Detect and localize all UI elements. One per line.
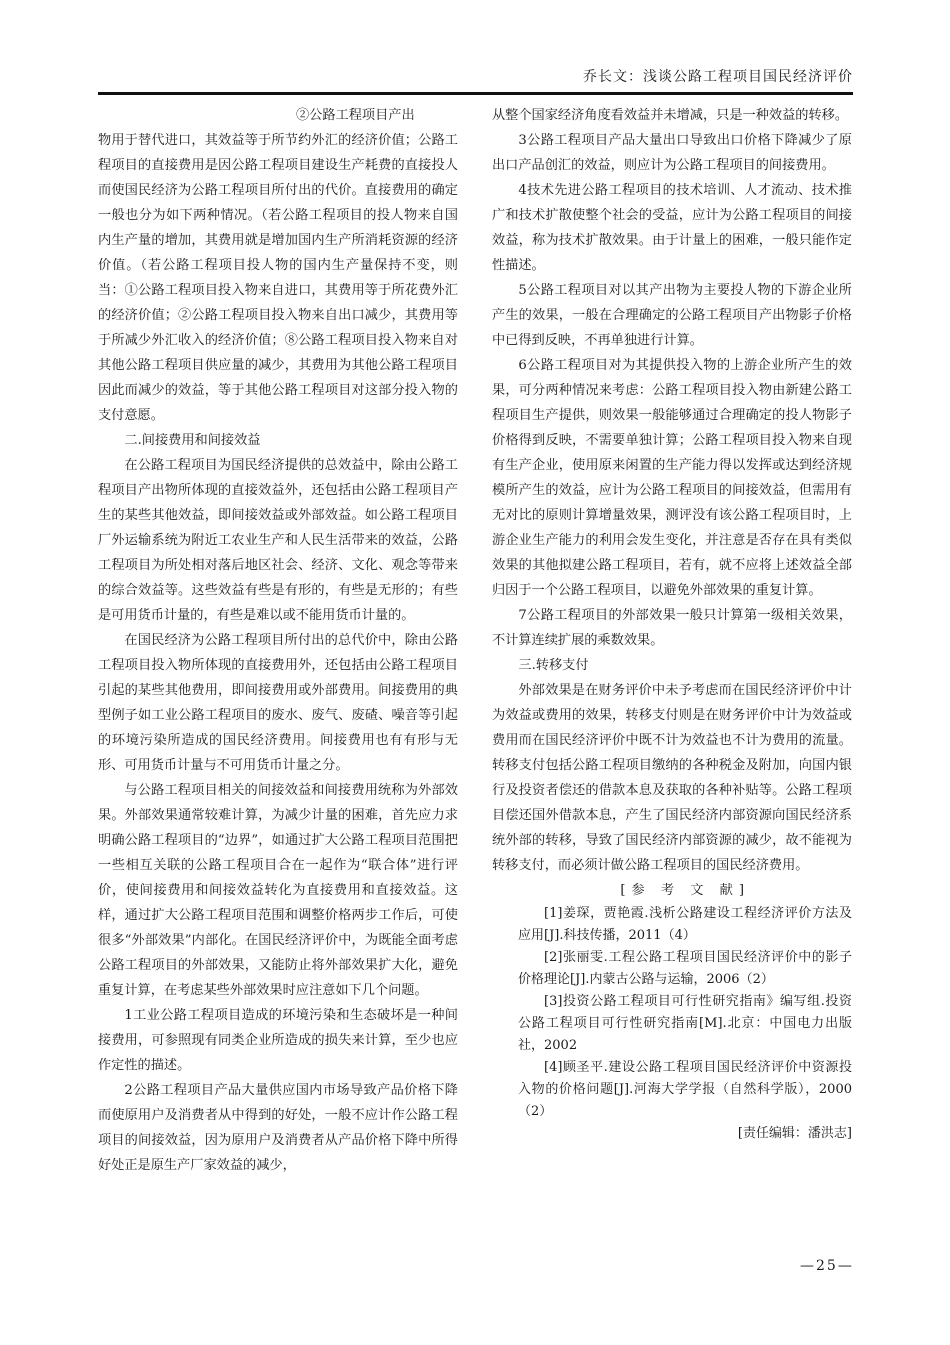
page-number: —25— [800, 1258, 854, 1274]
body-paragraph: 从整个国家经济角度看效益并未增减，只是一种效益的转移。 [492, 108, 849, 123]
body-paragraph: 7公路工程项目的外部效果一般只计算第一级相关效果，不计算连续扩展的乘数效果。 [492, 608, 852, 648]
right-column-body [492, 103, 852, 878]
body-paragraph: 1工业公路工程项目造成的环境污染和生态破坏是一种间接费用，可参照现有同类企业所造成的损失来计算，至少也应作定性的描述。 [98, 1008, 458, 1073]
body-paragraph: 6公路工程项目对为其提供投入物的上游企业所产生的效果，可分两种情况来考虑：公路工程项目投入物由新建公路工程项目生产提供，则效果一般能够通过合理确定的投人物影子价格得到反映，不需要单独计算；公路工程项目投入物来自现有生产企业，使用原来闲置的生产能力得以发挥或达到经济规模所产生的效益，应计为公路工程项目的间接效益，但需用有无对比的原则计算增量效果，测评没有该公路工程项目时，上游企业生产能力的利用会发生变化，并注意是否存在具有类似效果的其他拟建公路工程项目，若有，就不应将上述效益全部归因于一个公路工程项目，以避免外部效果的重复计算。 [492, 358, 852, 598]
body-paragraph: 5公路工程项目对以其产出物为主要投人物的下游企业所产生的效果，一般在合理确定的公路工程项目产出物影子价格中已得到反映，不再单独进行计算。 [492, 283, 852, 348]
body-paragraph: 与公路工程项目相关的间接效益和间接费用统称为外部效果。外部效果通常较难计算，为减少计量的困难，首先应力求明确公路工程项目的“边界”，如通过扩大公路工程项目范围把一些相互关联的公路工程项目合在一起作为“联合体”进行评价，使间接费用和间接效益转化为直接费用和直接效益。这样，通过扩大公路工程项目范围和调整价格两步工作后，可使很多“外部效果”内部化。在国民经济评价中，为既能全面考虑公路工程项目的外部效果，又能防止将外部效果扩大化，避免重复计算，在考虑某些外部效果时应注意如下几个问题。 [98, 783, 458, 998]
reference-item: [3]投资公路工程项目可行性研究指南》编写组.投资公路工程项目可行性研究指南[M].北京：中国电力出版社，2002 [518, 994, 852, 1053]
body-paragraph: 2公路工程项目产品大量供应国内市场导致产品价格下降而使原用户及消费者从中得到的好处，一般不应计作公路工程项目的间接效益，因为原用户及消费者从产品价格下降中所得好处正是原生产厂家效益的减少， [98, 1083, 458, 1173]
section-subheading: 二.间接费用和间接效益 [124, 433, 261, 448]
header-rule [98, 92, 853, 95]
reference-item: [2]张丽雯.工程公路工程项目国民经济评价中的影子价格理论[J].内蒙古公路与运输，2006（2） [518, 950, 852, 987]
running-header: 乔长文：浅谈公路工程项目国民经济评价 [583, 69, 853, 85]
left-column [98, 103, 458, 1178]
body-paragraph: 在国民经济为公路工程项目所付出的总代价中，除由公路工程项目投入物所体现的直接费用外，还包括由公路工程项目引起的某些其他费用，即间接费用或外部费用。间接费用的典型例子如工业公路工程项目的废水、废气、废碴、噪音等引起的环境污染所造成的国民经济费用。间接费用也有有形与无形、可用货币计量与不可用货币计量之分。 [98, 633, 458, 773]
reference-item: [4]顾圣平.建设公路工程项目国民经济评价中资源投入物的价格问题[J].河海大学学报（自然科学版），2000（2） [518, 1060, 852, 1119]
section-subheading: 三.转移支付 [518, 658, 589, 673]
body-paragraph: 4技术先进公路工程项目的技术培训、人才流动、技术推广和技术扩散使整个社会的受益，应计为公路工程项目的间接效益，称为技术扩散效果。由于计量上的困难，一般只能作定性描述。 [492, 183, 852, 273]
reference-item: [1]姜琛，贾艳霞.浅析公路建设工程经济评价方法及应用[J].科技传播，2011（4） [518, 906, 852, 943]
references-title: [参 考 文 献] [620, 883, 750, 898]
body-paragraph: 物用于替代进口，其效益等于所节约外汇的经济价值；公路工程项目的直接费用是因公路工程项目建设生产耗费的直接投人而使国民经济为公路工程项目所付出的代价。直接费用的确定一般也分为如下两种情况。（若公路工程项目的投人物来自国内生产量的增加，其费用就是增加国内生产所消耗资源的经济价值。（若公路工程项目投人物的国内生产量保持不变，则当：①公路工程项目投入物来自进口，其费用等于所花费外汇的经济价值；②公路工程项目投入物来自出口减少，其费用等于所减少外汇收入的经济价值；⑧公路工程项目投入物来自对其他公路工程项目供应量的减少，其费用为其他公路工程项目因此而减少的效益，等于其他公路工程项目对这部分投入物的支付意愿。 [98, 133, 458, 423]
body-paragraph: ②公路工程项目产出 [296, 108, 415, 123]
right-column [492, 103, 852, 1145]
body-paragraph: 外部效果是在财务评价中未予考虑而在国民经济评价中计为效益或费用的效果，转移支付则是在财务评价中计为效益或费用而在国民经济评价中既不计为效益也不计为费用的流量。转移支付包括公路工程项目缴纳的各种税金及附加，向国内银行及投资者偿还的借款本息及获取的各种补贴等。公路工程项目偿还国外借款本息，产生了国民经济内部资源向国民经济系统外部的转移，导致了国民经济内部资源的减少，故不能视为转移支付，而必须计做公路工程项目的国民经济费用。 [492, 683, 852, 873]
responsible-editor: [责任编辑：潘洪志] [737, 1126, 852, 1141]
body-paragraph: 3公路工程项目产品大量出口导致出口价格下降减少了原出口产品创汇的效益，则应计为公路工程项目的间接费用。 [492, 133, 852, 173]
body-paragraph: 在公路工程项目为国民经济提供的总效益中，除由公路工程项目产出物所体现的直接效益外，还包括由公路工程项目产生的某些其他效益，即间接效益或外部效益。如公路工程项目厂外运输系统为附近工农业生产和人民生活带来的效益，公路工程项目为所处相对落后地区社会、经济、文化、观念等带来的综合效益等。这些效益有些是有形的，有些是无形的；有些是可用货币计量的，有些是难以或不能用货币计量的。 [98, 458, 458, 623]
